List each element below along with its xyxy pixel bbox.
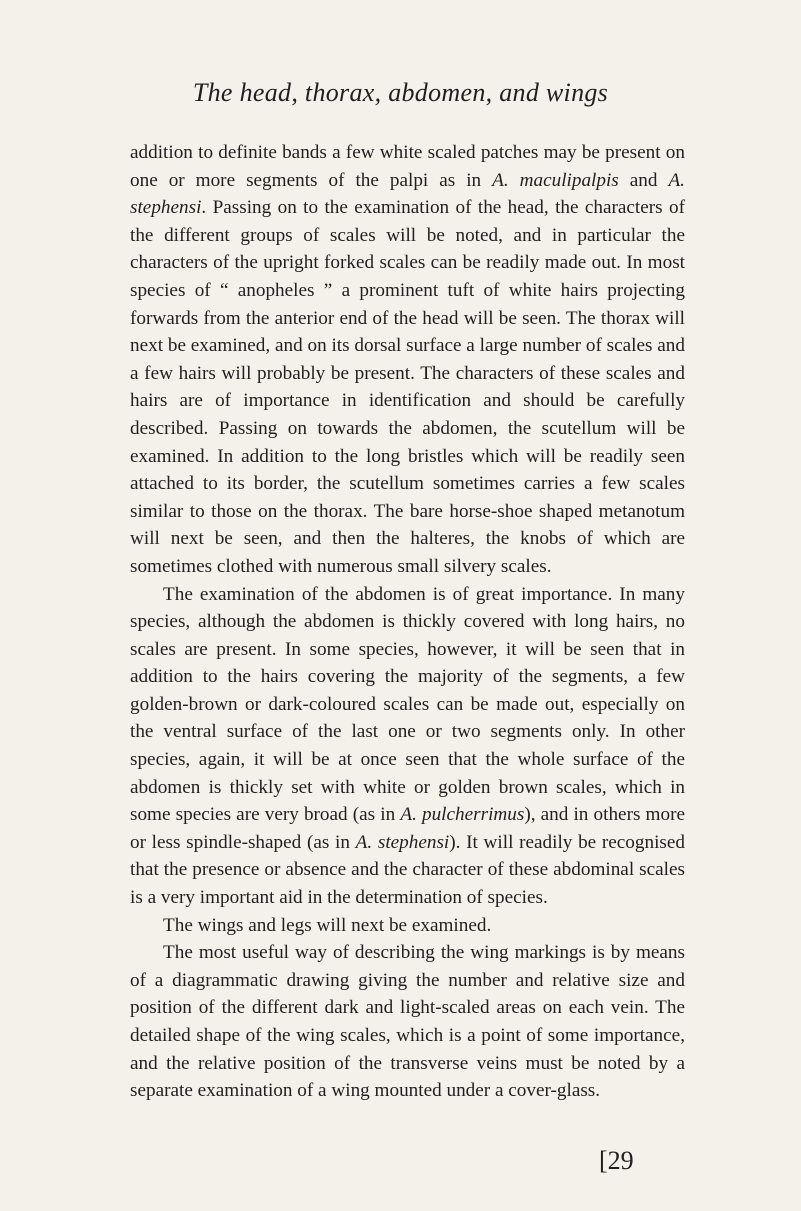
species-name: A. pulcherrimus (400, 804, 525, 826)
paragraph-1 (130, 139, 685, 581)
text-segment: The most useful way of describing the wing markings is by means of a diagrammatic drawing giving the number and relative size and position of the different dark and light-scaled areas on each vein. The detailed shape of the wing scales, which is a point of some importance, and the relative position of the transverse veins must be noted by a separate examination of a wing mounted under a cover-glass. (130, 942, 685, 1102)
page-number: [29 (599, 1146, 634, 1175)
text-segment: The wings and legs will next be examined. (163, 914, 492, 936)
paragraph-4 (130, 939, 685, 1105)
text-segment: . Passing on to the examination of the head, the characters of the different groups of scales will be noted, and in particular the characters of the upright forked scales can be readily made out. In most species of “ anopheles ” a prominent tuft of white hairs projecting forwards from the anterior end of the head will be seen. The thorax will next be examined, and on its dorsal surface a large number of scales and a few hairs will probably be present. The characters of these scales and hairs are of importance in identification and should be carefully described. Passing on towards the abdomen, the scutellum will be examined. In addition to the long bristles which will be readily seen attached to its border, the scutellum sometimes carries a few scales similar to those on the thorax. The bare horse-shoe shaped metanotum will next be seen, and then the halteres, the knobs of which are sometimes clothed with numerous small silvery scales. (130, 197, 685, 577)
species-name: A. maculipalpis (492, 169, 619, 191)
species-name: A. stephensi (355, 831, 450, 853)
paragraph-3 (130, 912, 685, 940)
text-segment: ). It will readily be recognised that the presence or absence and the character of these abdominal scales is a very important aid in the determination of species. (130, 831, 685, 909)
text-segment: and (618, 169, 669, 191)
running-head: The head, thorax, abdomen, and wings (192, 78, 609, 107)
paragraph-2 (130, 581, 685, 912)
text-segment: addition to definite bands a few white scaled patches may be present on one or more segments of the palpi as in (130, 142, 685, 191)
text-segment: The examination of the abdomen is of great importance. In many species, although the abdomen is thickly covered with long hairs, no scales are present. In some species, however, it will be seen that in addition to the hairs covering the majority of the segments, a few golden-brown or dark-coloured scales can be made out, especially on the ventral surface of the last one or two segments only. In other species, again, it will be at once seen that the whole surface of the abdomen is thickly set with white or golden brown scales, which in some species are very broad (as in (130, 583, 685, 826)
species-name: A. stephensi (130, 169, 685, 219)
body-text (130, 139, 685, 1105)
text-segment: ), and in others more or less spindle-shaped (as in (130, 804, 685, 853)
